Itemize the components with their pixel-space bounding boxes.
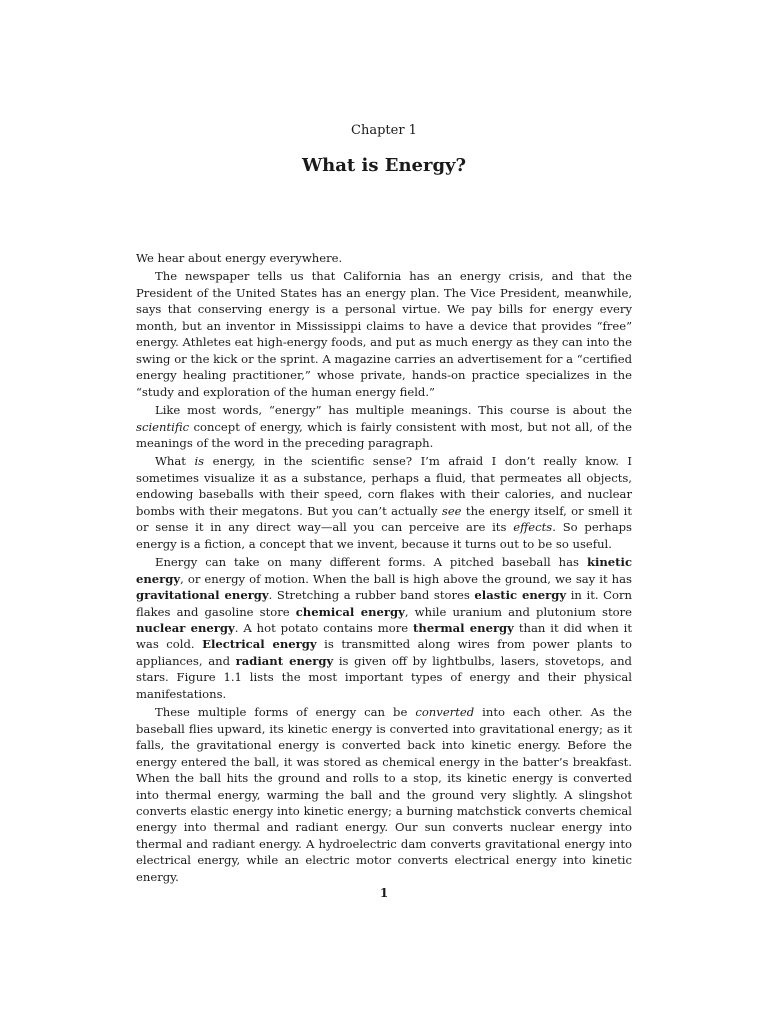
- paragraph: [136, 704, 632, 885]
- paragraph: [136, 554, 632, 702]
- text-run: . So perhaps energy is a fiction, a concept that we invent, because it turns out to be so useful.: [136, 520, 632, 551]
- bold-term: nuclear energy: [136, 620, 235, 635]
- text-run: What: [155, 454, 195, 469]
- chapter-label: Chapter 1: [351, 123, 417, 138]
- text-run: , or energy of motion. When the ball is high above the ground, we say it has: [180, 571, 632, 586]
- bold-term: chemical energy: [295, 604, 405, 619]
- text-run: the energy itself, or smell it or sense it in any direct way—all you can perceive are its: [136, 503, 632, 535]
- text-run: We hear about energy everywhere.: [136, 251, 343, 265]
- text-run: Energy can take on many different forms. A pitched baseball has: [155, 555, 587, 570]
- page-number: 1: [379, 886, 389, 900]
- text-run: Like most words, “energy” has multiple meanings. This course is about the: [155, 403, 632, 418]
- bold-term: thermal energy: [413, 620, 514, 635]
- bold-term: kinetic energy: [136, 555, 632, 586]
- text-run: . Stretching a rubber band stores: [268, 588, 475, 603]
- bold-term: Electrical energy: [202, 637, 317, 652]
- bold-term: elastic energy: [474, 588, 567, 603]
- paragraph: [136, 250, 632, 266]
- paragraph: [136, 402, 632, 451]
- text-run: into each other. As the baseball flies upward, its kinetic energy is converted into gravitational energy; as it falls, the gravitational energy is converted back into kinetic energy. Before the energy entered the ball, it was stored as chemical energy in the batter’s breakfast. When the ball hits the ground and rolls to a stop, its kinetic energy is converted into thermal energy, warming the ball and the ground very slightly. A slingshot converts elastic energy into kinetic energy; a burning matchstick converts chemical energy into thermal and radiant energy. Our sun converts nuclear energy into thermal and radiant energy. A hydroelectric dam converts gravitational energy into electrical energy, while an electric motor converts electrical energy into kinetic energy.: [136, 705, 632, 884]
- text-run: than it did when it was cold.: [136, 620, 633, 652]
- paragraph: [136, 453, 632, 552]
- italic-text: effects: [513, 520, 553, 535]
- bold-term: gravitational energy: [136, 588, 269, 603]
- paragraph: [136, 268, 632, 400]
- italic-text: converted: [415, 705, 475, 720]
- italic-text: see: [441, 503, 462, 518]
- text-run: The newspaper tells us that California has an energy crisis, and that the President of the United States has an energy plan. The Vice President, meanwhile, says that conserving energy is a personal virtue. We pay bills for energy every month, but an inventor in Mississippi claims to have a device that provides “free” energy. Athletes eat high-energy foods, and put as much energy as they can into the swing or the kick or the sprint. A magazine carries an advertisement for a “certified energy healing practitioner,” whose private, hands-on practice specializes in the “study and exploration of the human energy field.”: [136, 269, 632, 399]
- italic-text: scientific: [136, 419, 190, 434]
- text-run: concept of energy, which is fairly consistent with most, but not all, of the meanings of the word in the preceding paragraph.: [136, 419, 632, 450]
- text-run: energy, in the scientific sense? I’m afraid I don’t really know. I sometimes visualize it as a substance, perhaps a fluid, that permeates all objects, endowing baseballs with their speed, corn flakes with their calories, and nuclear bombs with their megatons. But you can’t actually: [136, 454, 633, 518]
- text-run: in it. Corn flakes and gasoline store: [136, 588, 632, 619]
- text-run: is given off by lightbulbs, lasers, stovetops, and stars. Figure 1.1 lists the most important types of energy and their physical manifestations.: [136, 653, 632, 701]
- italic-text: is: [194, 454, 205, 469]
- body-text: [136, 250, 632, 887]
- text-run: , while uranium and plutonium store: [404, 604, 633, 619]
- text-run: . A hot potato contains more: [234, 620, 414, 635]
- bold-term: radiant energy: [235, 653, 334, 668]
- text-run: is transmitted along wires from power plants to appliances, and: [136, 637, 632, 668]
- text-run: These multiple forms of energy can be: [155, 705, 416, 720]
- chapter-title: What is Energy?: [301, 155, 467, 176]
